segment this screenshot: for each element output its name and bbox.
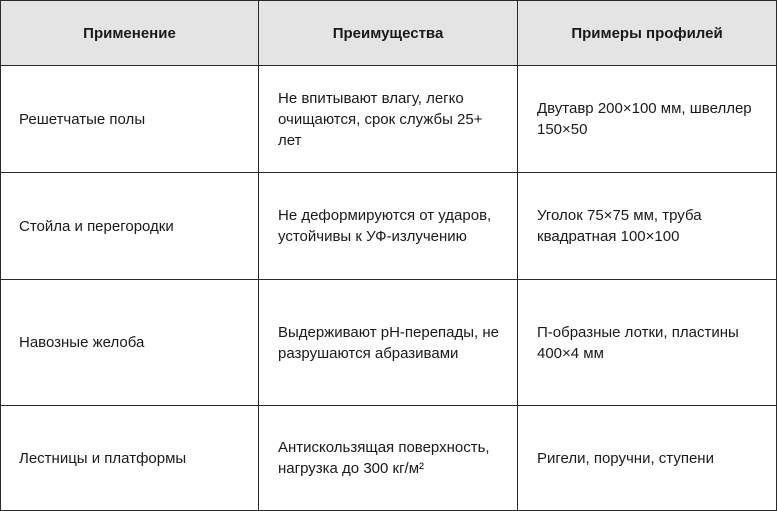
cell-profile-examples: Уголок 75×75 мм, труба квадратная 100×100: [518, 173, 777, 280]
table-row: [1, 280, 777, 406]
cell-application: Решетчатые полы: [1, 66, 259, 173]
cell-profile-examples: Ригели, поручни, ступени: [518, 406, 777, 511]
cell-advantages: Выдерживают pH-перепады, не разрушаются абразивами: [259, 280, 518, 406]
header-profile-examples: Примеры профилей: [518, 1, 777, 66]
cell-application: Стойла и перегородки: [1, 173, 259, 280]
table-body: [1, 66, 777, 511]
cell-profile-examples: Двутавр 200×100 мм, швеллер 150×50: [518, 66, 777, 173]
cell-advantages: Не впитывают влагу, легко очищаются, срок службы 25+ лет: [259, 66, 518, 173]
cell-profile-examples: П-образные лотки, пластины 400×4 мм: [518, 280, 777, 406]
table-header: [1, 1, 777, 66]
header-application: Применение: [1, 1, 259, 66]
header-advantages: Преимущества: [259, 1, 518, 66]
table-row: [1, 173, 777, 280]
cell-application: Лестницы и платформы: [1, 406, 259, 511]
header-row: [1, 1, 777, 66]
table-row: [1, 406, 777, 511]
table-row: [1, 66, 777, 173]
cell-application: Навозные желоба: [1, 280, 259, 406]
cell-advantages: Не деформируются от ударов, устойчивы к УФ-излучению: [259, 173, 518, 280]
cell-advantages: Антискользящая поверхность, нагрузка до 300 кг/м²: [259, 406, 518, 511]
